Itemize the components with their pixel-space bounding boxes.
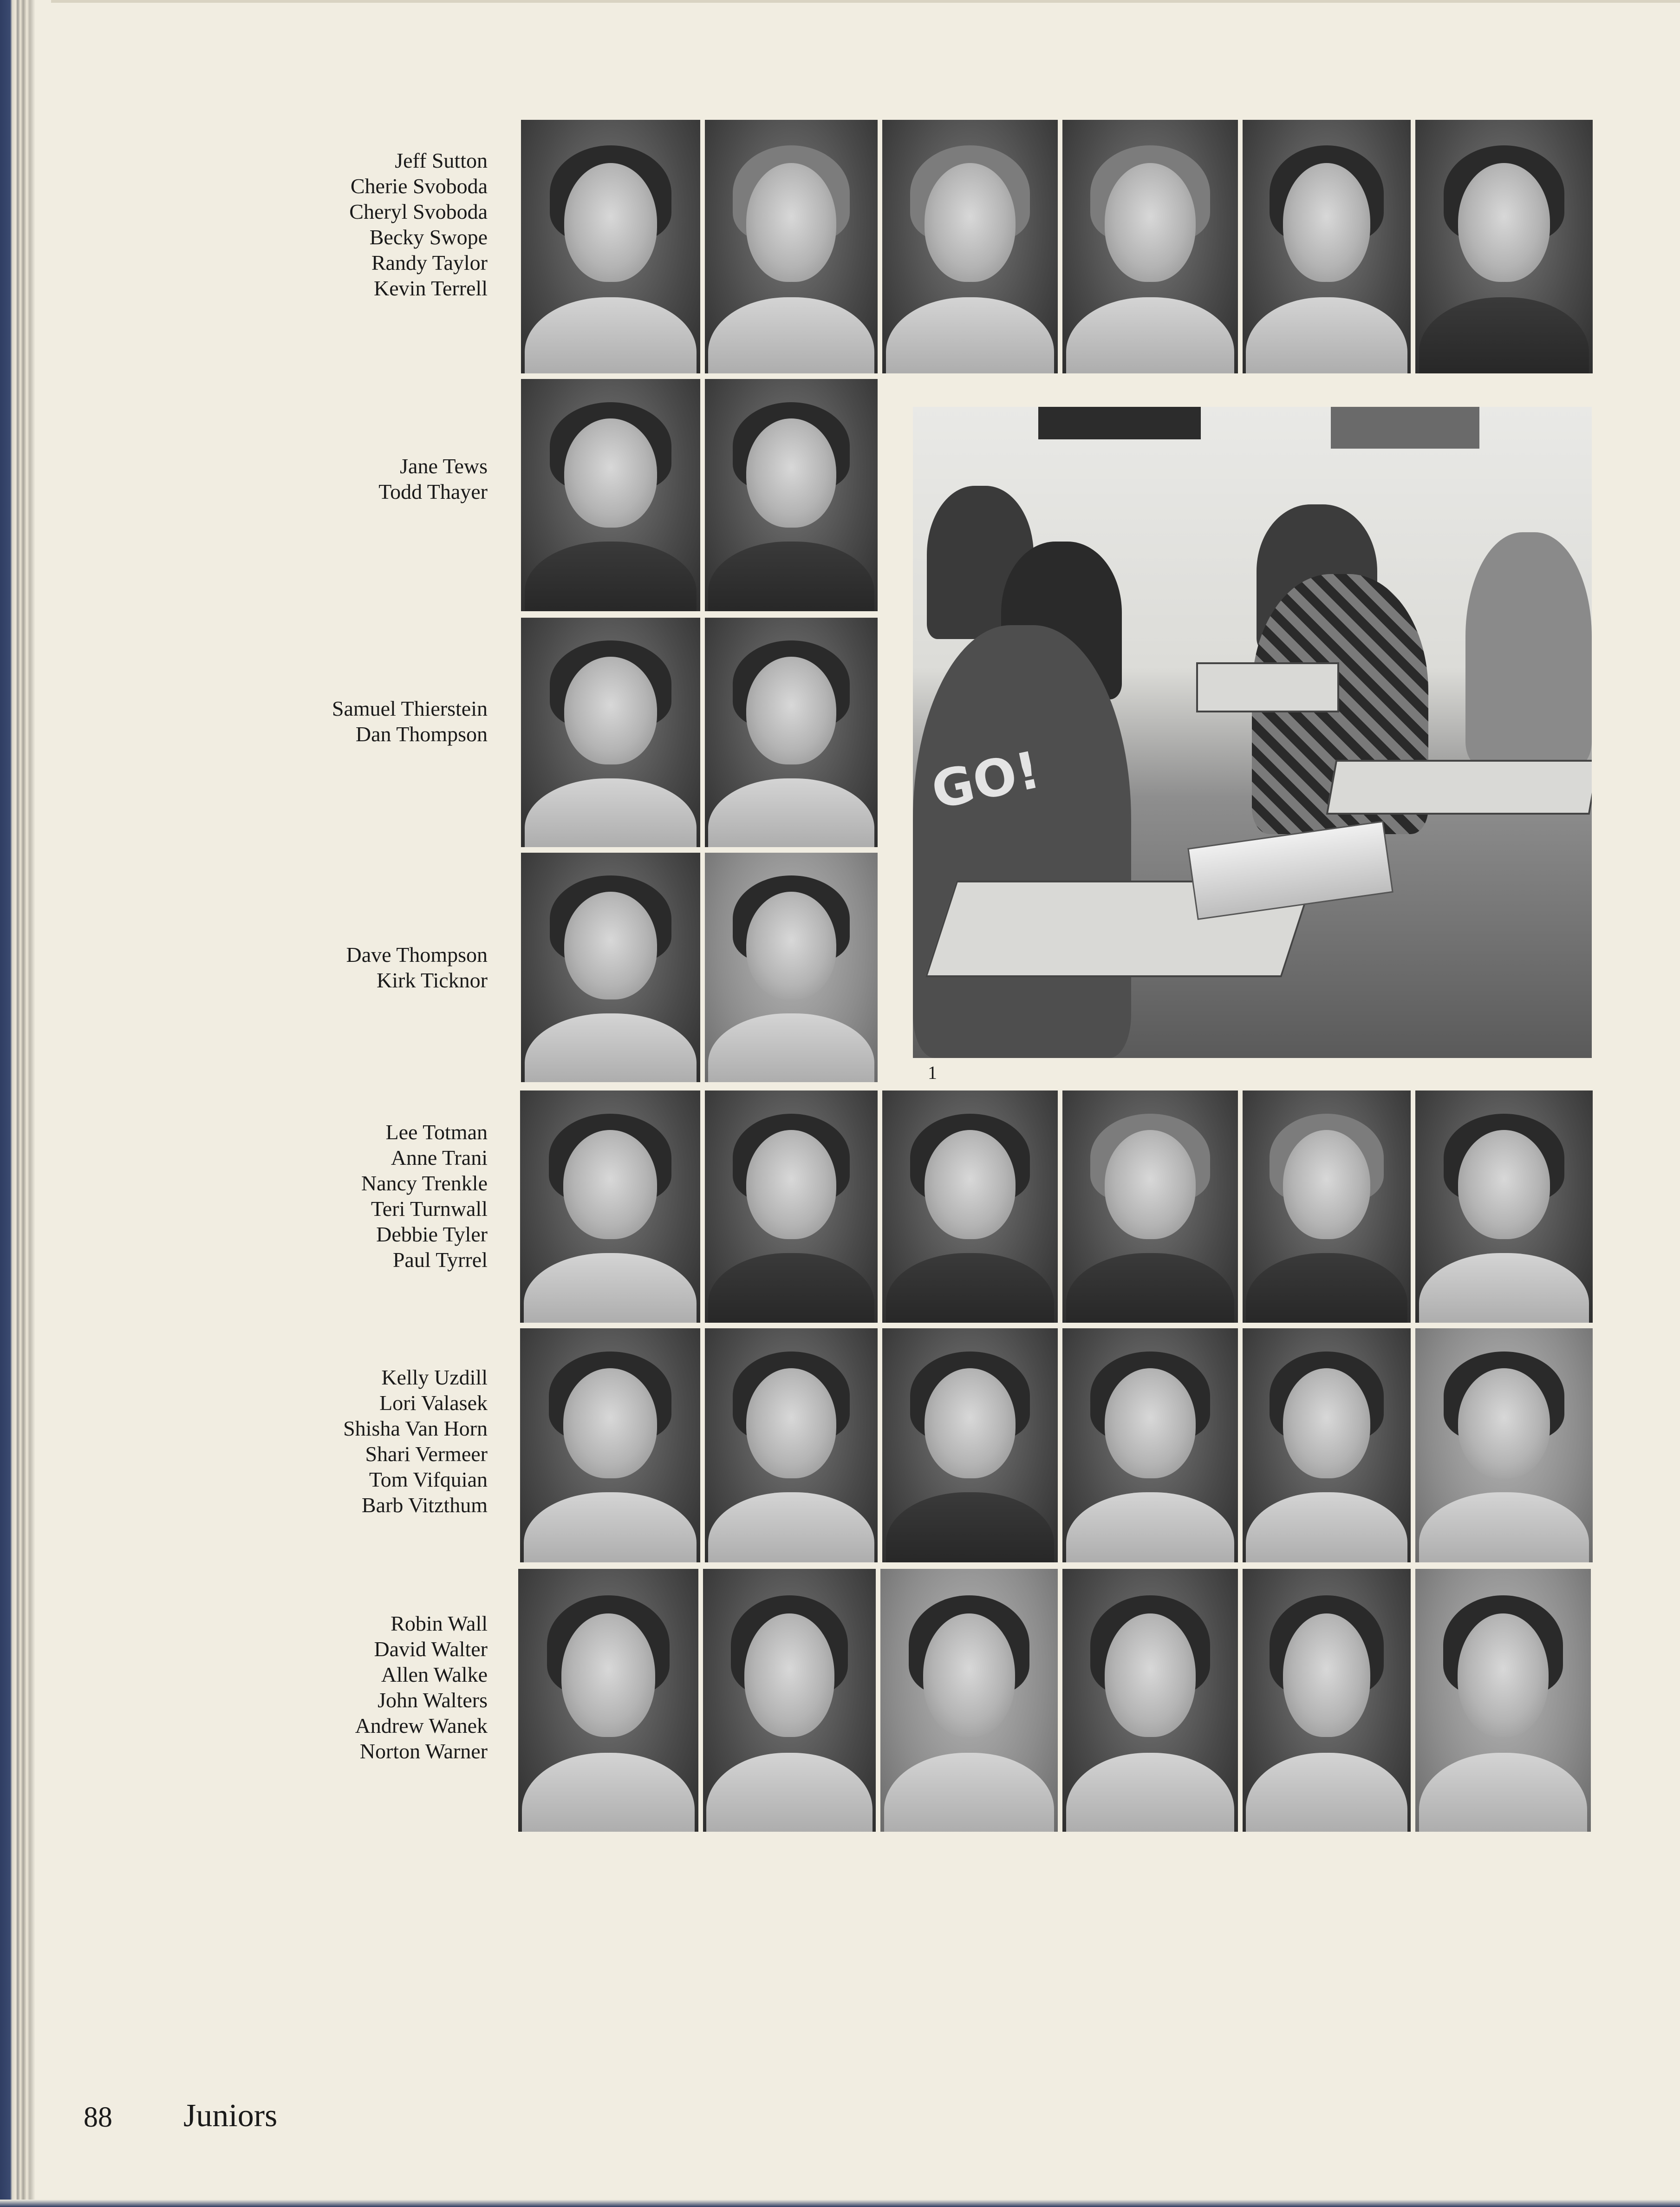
- student-portrait: [1062, 1569, 1238, 1832]
- student-name: Paul Tyrrel: [392, 1248, 488, 1272]
- student-name: Lori Valasek: [379, 1391, 488, 1415]
- student-portrait: [521, 379, 700, 611]
- student-portrait: [1243, 1569, 1411, 1832]
- student-name: Randy Taylor: [371, 251, 488, 274]
- name-list-row-6: [343, 1365, 488, 1518]
- page-bottom-edge: [0, 2200, 1680, 2207]
- student-portrait: [1243, 1328, 1411, 1562]
- book-stack: [1187, 821, 1393, 920]
- student-name: Allen Walke: [381, 1663, 488, 1686]
- student-portrait: [1243, 120, 1411, 373]
- student-name: Kirk Ticknor: [377, 968, 488, 992]
- name-list-row-7: [355, 1611, 488, 1764]
- student-name: Cheryl Svoboda: [349, 200, 488, 223]
- student-name: Dan Thompson: [355, 722, 488, 746]
- student-name: Jane Tews: [400, 454, 488, 478]
- student-name: John Walters: [378, 1688, 488, 1712]
- student-name: Debbie Tyler: [376, 1222, 488, 1246]
- wall-picture: [1331, 407, 1479, 449]
- student-portrait: [1415, 1328, 1593, 1562]
- student-portrait: [882, 1090, 1058, 1323]
- student-name: Norton Warner: [359, 1739, 488, 1763]
- student-name: Tom Vifquian: [369, 1468, 488, 1491]
- student-portrait: [1062, 1328, 1238, 1562]
- student-figure: [1465, 532, 1592, 764]
- student-portrait: [1415, 120, 1593, 373]
- student-portrait: [705, 1328, 878, 1562]
- page-top-edge: [0, 0, 1680, 3]
- student-portrait: [880, 1569, 1058, 1832]
- student-portrait: [705, 120, 878, 373]
- student-name: Jeff Sutton: [395, 149, 488, 172]
- student-portrait: [1415, 1090, 1593, 1323]
- student-portrait: [1243, 1090, 1411, 1323]
- student-figure: [913, 625, 1131, 1058]
- student-name: Lee Totman: [385, 1120, 488, 1144]
- student-portrait: [521, 853, 700, 1082]
- classroom-photo: [913, 407, 1592, 1058]
- student-portrait: [1062, 1090, 1238, 1323]
- student-name: Kelly Uzdill: [381, 1365, 488, 1389]
- student-portrait: [520, 1090, 700, 1323]
- student-name: Shari Vermeer: [365, 1442, 488, 1466]
- student-name: David Walter: [374, 1637, 488, 1661]
- photo-caption-number: 1: [928, 1062, 937, 1083]
- student-name: Andrew Wanek: [355, 1714, 488, 1737]
- student-name: Robin Wall: [391, 1612, 488, 1635]
- wall-picture: [1038, 407, 1201, 439]
- student-portrait: [521, 120, 700, 373]
- student-name: Kevin Terrell: [373, 276, 488, 300]
- student-name: Becky Swope: [369, 225, 488, 249]
- student-portrait: [703, 1569, 876, 1832]
- student-portrait: [521, 618, 700, 847]
- section-title: Juniors: [183, 2098, 278, 2134]
- student-name: Todd Thayer: [378, 480, 488, 503]
- name-list-row-3: [332, 696, 488, 747]
- student-portrait: [1415, 1569, 1591, 1832]
- desk: [1196, 662, 1339, 712]
- student-portrait: [882, 1328, 1058, 1562]
- student-portrait: [518, 1569, 698, 1832]
- student-name: Nancy Trenkle: [361, 1171, 488, 1195]
- student-name: Barb Vitzthum: [361, 1493, 488, 1517]
- student-portrait: [705, 1090, 878, 1323]
- name-list-row-1: [349, 148, 488, 301]
- student-name: Shisha Van Horn: [343, 1417, 488, 1440]
- student-portrait: [705, 853, 878, 1082]
- book-binding: [0, 0, 51, 2207]
- name-list-row-5: [361, 1119, 488, 1273]
- student-name: Samuel Thierstein: [332, 697, 488, 720]
- student-portrait: [520, 1328, 700, 1562]
- name-list-row-2: [378, 453, 488, 504]
- student-name: Teri Turnwall: [371, 1197, 488, 1221]
- desk: [1326, 760, 1592, 815]
- name-list-row-4: [346, 942, 488, 993]
- student-portrait: [705, 618, 878, 847]
- student-portrait: [705, 379, 878, 611]
- student-portrait: [1062, 120, 1238, 373]
- student-name: Anne Trani: [391, 1146, 488, 1169]
- student-name: Cherie Svoboda: [350, 174, 488, 198]
- shirt-lettering: GO!: [926, 740, 1045, 821]
- page-number: 88: [84, 2102, 112, 2133]
- student-portrait: [882, 120, 1058, 373]
- student-name: Dave Thompson: [346, 943, 488, 966]
